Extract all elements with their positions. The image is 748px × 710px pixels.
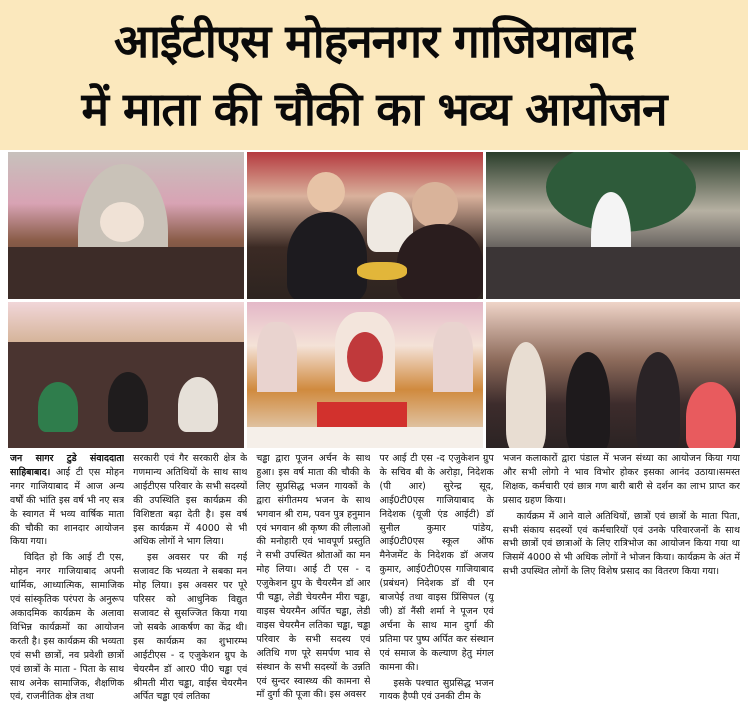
paragraph: सरकारी एवं गैर सरकारी क्षेत्र के गणमान्य अतिथियों के साथ साथ आईटीएस परिवार के सभी सदस्यों की उपस्थिति इस कार्यक्रम की विशिष्टता बढ़ा देती है। इस वर्ष इस कार्यक्रम में 4000 से भी अधिक लोगों ने भाग लिया।: [133, 453, 248, 548]
dignitaries-aarti-photo: [247, 152, 483, 299]
paragraph: भजन कलाकारों द्वारा पंडाल में भजन संध्या का आयोजन किया गया और सभी लोगो ने भाव विभोर होकर इसका आनंद उठाया।समस्त शिक्षक, कर्मचारी एवं छात्र गण बारी बारी से दर्शन का लाभ प्राप्त कर प्रसाद ग्रहण किया।: [502, 453, 740, 506]
paragraph-text: आई टी एस मोहन नगर गाजियाबाद में आज अन्य वर्षों की भांति इस वर्ष भी नए सत्र के स्वागत में भव्य वार्षिक माता की चौकी का शानदार आयोजन किया गया।: [10, 466, 125, 548]
article-body: [10, 452, 740, 708]
headline-line-1: आईटीएस मोहननगर गाजियाबाद: [114, 14, 634, 68]
article-column-3: [256, 452, 370, 708]
paragraph: इस अवसर पर की गई सजावट कि भव्यता ने सबका मन मोह लिया। इस अवसर पर पूरे परिसर को आधुनिक विद्युत सजावट से सुसज्जित किया गया जो सबके आकर्षण का केंद्र थी। इस कार्यक्रम का शुभारम्भ आईटीएस - द एजुकेशन ग्रुप के चेयरमैन डॉ आर0 पी0 चड्ढा एवं श्रीमती मीरा चड्ढा, वाईस चेयरमैन अर्पित चड्ढा एवं लतिका: [133, 552, 248, 703]
article-column-5: [503, 452, 740, 708]
deity-performer-photo: [8, 152, 244, 299]
seated-audience-photo: [8, 302, 244, 448]
headline-banner: [0, 0, 748, 150]
photo-collage: [8, 152, 740, 448]
peacock-performance-photo: [486, 152, 740, 299]
article-column-2: [133, 452, 247, 708]
paragraph: विदित हो कि आई टी एस, मोहन नगर गाजियाबाद अपनी धार्मिक, आध्यात्मिक, सामाजिक एवं सांस्कृतिक परंपरा के अनुरूप अकादमिक कार्यक्रम के अलावा विभिन्न कार्यक्रमों का आयोजन करती है। इस कार्यक्रम की भव्यता एवं सभी छात्रों, नव प्रवेशी छात्रों एवं छात्रों के माता - पिता के साथ साथ अनेक सामाजिक, शैक्षणिक एवं, राजनीतिक क्षेत्र तथा: [10, 552, 125, 703]
mata-chowki-stage-photo: [247, 302, 483, 448]
headline-line-2: में माता की चौकी का भव्य आयोजन: [81, 82, 667, 136]
paragraph: चड्ढा द्वारा पूजन अर्चन के साथ हुआ। इस वर्ष माता की चौकी के लिए सुप्रसिद्ध भजन गायकों के द्वारा संगीतमय भजन के साथ भगवान श्री राम, पवन पुत्र हनुमान एवं भगवान श्री कृष्ण की लीलाओं की मनोहारी एवं भावपूर्ण प्रस्तुति ने सभी उपस्थित श्रोताओं का मन मोह लिया। आई टी एस - द एजुकेशन ग्रुप के चैयरमैन डॉ आर पी चड्ढा, लेडी चेयरमैन मीरा चड्ढा, वाइस चेयरमैन अर्पित चड्ढा, लेडी वाइस चेयरमैन लतिका चड्ढा, चड्ढा परिवार के सभी सदस्य एवं अतिथि गण पूरे समर्पण भाव से संस्थान के सभी सदस्यों के उन्नति एवं सुन्दर स्वास्थ्य की कामना से माँ दुर्गा की पूजा की। इस अवसर: [256, 453, 371, 701]
paragraph: इसके पश्चात सुप्रसिद्ध भजन गायक हैप्पी एवं उनकी टीम के: [379, 677, 494, 703]
dateline: जन सागर टुडे संवाददाता साहिबाबाद।: [10, 453, 125, 478]
paragraph: कार्यक्रम में आने वाले अतिथियों, छात्रों एवं छात्रों के माता पिता, सभी संकाय सदस्यों एवं कर्मचारियों एवं उनके परिवारजनों के साथ सभी छात्रों एवं छात्राओं के लिए रात्रिभोज का आयोजन किया गया था जिसमें 4000 से भी अधिक लोगों ने भोजन किया। कार्यक्रम के अंत में सभी उपस्थित लोगों के लिए विशेष प्रसाद का वितरण किया गया।: [502, 510, 740, 578]
standing-audience-photo: [486, 302, 740, 448]
paragraph: पर आई टी एस -द एजुकेशन ग्रुप के सचिव बी के अरोड़ा, निदेशक (पी आर) सुरेन्द्र सूद, आई0टी0एस गाजियाबाद के निदेशक (यूजी एंड आईटी) डॉ सुनील कुमार पांडेय, आई0टी0एस स्कूल ऑफ मैनेजमेंट के निदेशक डॉ अजय कुमार, आई0टी0एस गाजियाबाद (प्रबंधन) निदेशक डॉ वी एन बाजपेई तथा वाइस प्रिंसिपल (यू जी) डॉ नैंसी शर्मा ने पूजन एवं अर्चना के साथ मान दुर्गा की प्रतिमा पर पुष्प अर्पित कर संस्थान एवं समाज के कल्याण हेतु मंगल कामना की।: [379, 453, 494, 673]
article-column-1: [10, 452, 124, 708]
article-column-4: [379, 452, 493, 708]
paragraph: [10, 452, 124, 549]
